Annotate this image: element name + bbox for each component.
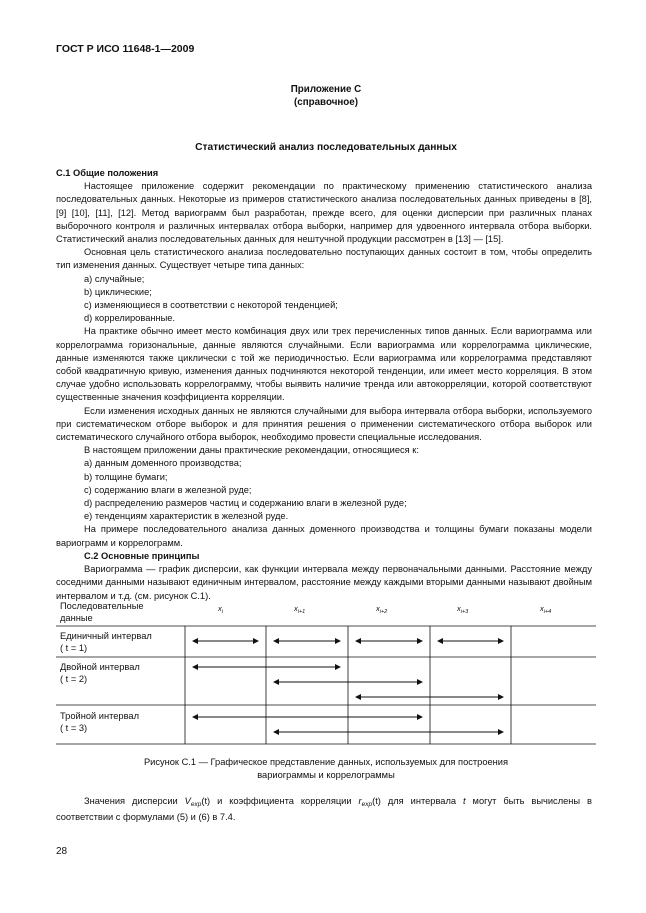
x-label: $x_{i+2}$ — [376, 604, 388, 615]
list-item: c) изменяющиеся в соответствии с некоторой тенденцией; — [84, 300, 338, 311]
list-item: d) распределению размеров частиц и содержанию влаги в железной руде; — [84, 498, 407, 509]
page-number: 28 — [56, 846, 68, 857]
list-item: d) коррелированные. — [84, 313, 176, 324]
x-label: $x_{i+1}$ — [294, 604, 306, 615]
appendix-title: Приложение С — [290, 84, 362, 95]
body-text — [56, 167, 592, 603]
x-label: $x_i$ — [218, 604, 223, 615]
section-title: Статистический анализ последовательных данных — [195, 142, 457, 153]
figure-caption: Рисунок С.1 — Графическое представление данных, используемых для построения вариограммы и коррелограммы — [143, 757, 509, 780]
list-item: a) случайные; — [84, 273, 145, 284]
list-item: b) толщине бумаги; — [84, 471, 168, 482]
row-label-t1: Единичный интервал ( t = 1) — [60, 631, 152, 653]
paragraph: Основная цель статистического анализа последовательно поступающих данных состоит в том, чтобы определить тип изменения данных. Существует четыре типа данных: — [56, 247, 592, 271]
row-label-t3: Тройной интервал ( t = 3) — [60, 711, 140, 733]
row-label-t2: Двойной интервал ( t = 2) — [60, 662, 140, 684]
paragraph: На примере последовательного анализа данных доменного производства и толщины бумаги показаны модели вариограмм и коррелограмм. — [56, 524, 592, 548]
standard-header: ГОСТ Р ИСО 11648-1—2009 — [56, 43, 195, 55]
paragraph: В настоящем приложении даны практические рекомендации, относящиеся к: — [84, 445, 419, 456]
figure-c1-table — [56, 595, 596, 745]
section-heading-c2: С.2 Основные принципы — [84, 550, 200, 561]
paragraph: На практике обычно имеет место комбинация двух или трех перечисленных типов данных. Если вариограмма или коррелограмма горизональные, данные являются случайными. Если вариограмма или коррелограмма циклические, данные изменяются также циклически с той же периодичностью. Если вариограмма или коррелограмма представляют собой квадратичную кривую, изменения данных подчиняются некоторой тенденции, или имеет место корреляция. В этом случае удобно использовать коррелограмму, чтобы выявить наличие тренда или автокорреляции, которой соответствуют существенные значения коэффициента корреляции. — [56, 326, 592, 403]
paragraph: Вариограмма — график дисперсии, как функции интервала между первоначальными данными. Расстояние между соседними данными называют единичным интервалом, расстояние между каждыми вторыми данными называют двойным интервалом и т.д. (см. рисунок С.1). — [56, 564, 592, 601]
final-paragraph: Значения дисперсии $V_{exp}(t)$ и коэффициента корреляции $r_{exp}(t)$ для интервала t могут быть вычислены в соответствии с формулами (5) и (6) в 7.4. — [56, 796, 592, 823]
x-label: $x_{i+4}$ — [540, 604, 552, 615]
paragraph: Если изменения исходных данных не являются случайными для выбора интервала отбора выборки, используемого при систематическом отборе выборок и для принятия решения о применении систематического отбора выборок или систематического случайного отбора выборок, необходимо провести специальные исследования. — [56, 405, 592, 443]
paragraph: Настоящее приложение содержит рекомендации по практическому применению статистического анализа последовательных данных. Некоторые из примеров статистического анализа последовательных данных приведены в [8], [9] [10], [11], [12]. Метод вариограмм был разработан, прежде всего, для оценки дисперсии при различных планах выборочного контроля и различных интервалах отбора выборки, например для удвоенного интервала отбора выборки. Статистический анализ последовательных данных для нештучной продукции рассмотрен в [13] — [15]. — [56, 181, 592, 245]
section-heading-c1: С.1 Общие положения — [56, 168, 159, 178]
list-item: e) тенденциям характеристик в железной руде. — [84, 511, 289, 522]
list-item: a) данным доменного производства; — [84, 458, 242, 469]
header-label: Последовательные данные — [60, 601, 144, 623]
x-label: $x_{i+3}$ — [457, 604, 469, 615]
list-item: b) циклические; — [84, 286, 152, 297]
list-item: c) содержанию влаги в железной руде; — [84, 484, 252, 495]
appendix-note: (справочное) — [294, 97, 358, 108]
